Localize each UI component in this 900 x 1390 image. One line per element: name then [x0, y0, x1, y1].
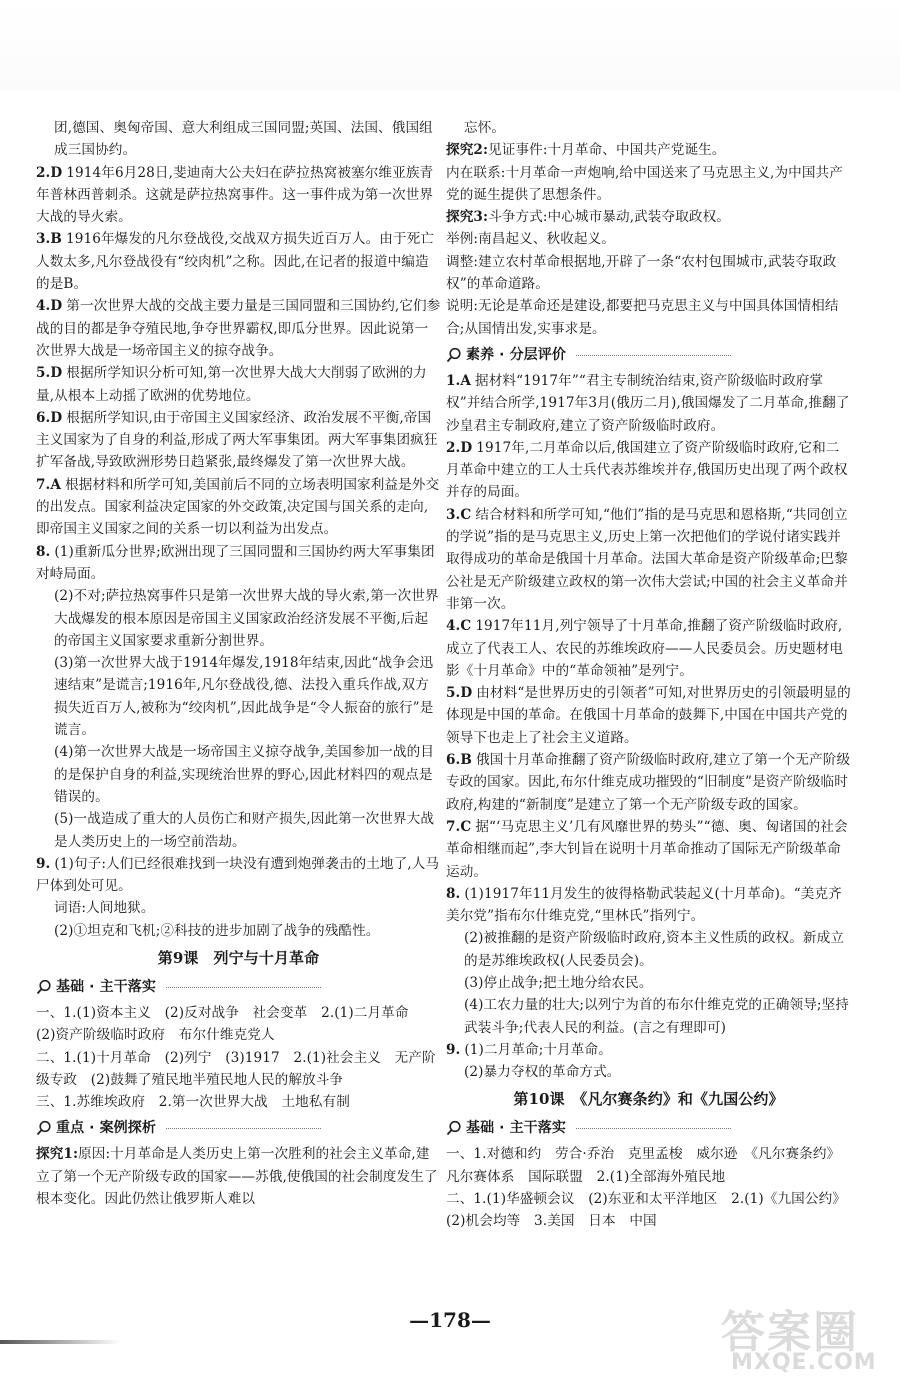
eval-item-7: 7.C 据“‘马克思主义’几有风靡世界的势头”“德、奥、匈诸国的社会革命相继而起”,李大钊旨在说明十月革命推动了国际无产阶级革命运动。 — [446, 818, 848, 880]
section-title: 基础 · 主干落实 — [56, 978, 156, 995]
section-header-key — [36, 1115, 441, 1141]
lesson-title-10: 第10课 《凡尔赛条约》和《九国公约》 — [513, 1090, 784, 1109]
page-top-margin — [0, 0, 900, 90]
eval-item-1: 1.A 据材料“1917年”“君主专制统治结束,资产阶级临时政府掌权”并结合所学,1917年3月(俄历二月),俄国爆发了二月革命,推翻了沙皇君主专制政府,建立了资产阶级临时政府。 — [446, 372, 850, 434]
section-header-basic — [446, 1115, 851, 1141]
answer-item-8: 8. (1)重新瓜分世界;欧洲出现了三国同盟和三国协约两大军事集团对峙局面。 — [36, 543, 435, 582]
eval-item-8-part-4: (4)工农力量的壮大;以列宁为首的布尔什维克党的正确领导;坚持武装斗争;代表人民的利益。(言之有理即可) — [464, 997, 849, 1036]
section-header-basic — [36, 974, 441, 1000]
answer-item-2: 2.D 1914年6月28日,斐迪南大公夫妇在萨拉热窝被塞尔维亚族青年普林西普刺杀。这就是萨拉热窝事件。这一事件成为第一次世界大战的导火索。 — [36, 164, 434, 226]
answer-item-5: 5.D 根据所学知识分析可知,第一次世界大战大大削弱了欧洲的力量,从根本上动摇了欧洲的优势地位。 — [36, 365, 427, 404]
right-column — [446, 117, 851, 1233]
explore-3: 探究3:斗争方式:中心城市暴动,武装夺取政权。 — [446, 209, 730, 226]
eval-item-8-part-3: (3)停止战争;把土地分给农民。 — [464, 974, 653, 991]
explore-2-link: 内在联系:十月革命一声炮响,给中国送来了马克思主义,为中国共产党的诞生提供了思想条件。 — [446, 164, 843, 203]
watermark-url: MXQE.COM — [731, 1350, 877, 1375]
page-number: —178— — [409, 1308, 491, 1332]
answer-item-8-part-3: (3)第一次世界大战于1914年爆发,1918年结束,因此“战争会迅速结束”是谎言;1916年,凡尔登战役,德、法投入重兵作战,双方损失近百万人,被称为“绞肉机”,因此战争是“令人振奋的旅行”是谎言。 — [54, 655, 434, 739]
answer-item-3: 3.B 1916年爆发的凡尔登战役,交战双方损失近百万人。由于死亡人数太多,凡尔登战役有“绞肉机”之称。因此,在记者的报道中编造的是B。 — [36, 231, 435, 293]
divider — [166, 986, 321, 988]
explore-3-adjust: 调整:建立农村革命根据地,开辟了一条“农村包围城市,武装夺取政权”的革命道路。 — [446, 253, 837, 293]
answer-item-7: 7.A 根据材料和所学可知,美国前后不同的立场表明国家利益是外交的出发点。国家利益决定国家的外交政策,决定国与国关系的走向,即帝国主义国家之间的关系一切以利益为出发点。 — [36, 476, 440, 538]
divider — [166, 1127, 321, 1129]
eval-item-8: 8. (1)1917年11月发生的彼得格勒武装起义(十月革命)。“美克齐美尔党”指布尔什维克党,“里林氏”指列宁。 — [446, 885, 842, 925]
magnifier-icon — [36, 979, 52, 995]
paragraph: 团,德国、奥匈帝国、意大利组成三国同盟;英国、法国、俄国组成三国协约。 — [54, 120, 433, 159]
magnifier-icon — [36, 1120, 52, 1136]
answer-item-8-part-5: (5)一战造成了重大的人员伤亡和财产损失,因此第一次世界大战是人类历史上的一场空前浩劫。 — [54, 811, 435, 850]
eval-item-6: 6.B 俄国十月革命推翻了资产阶级临时政府,建立了第一个无产阶级专政的国家。因此,布尔什维克成功摧毁的“旧制度”是资产阶级临时政府,构建的“新制度”是建立了第一个无产阶级专政的国家。 — [446, 752, 851, 813]
explore-2: 探究2:见证事件:十月革命、中国共产党诞生。 — [446, 142, 726, 159]
eval-item-9: 9. (1)二月革命;十月革命。 — [446, 1041, 612, 1058]
eval-item-2: 2.D 1917年,二月革命以后,俄国建立了资产阶级临时政府,它和二月革命中建立的工人士兵代表苏维埃并存,俄国历史出现了两个政权并存的局面。 — [446, 439, 848, 501]
eval-item-5: 5.D 由材料“是世界历史的引领者”可知,对世界历史的引领最明显的体现是中国的革命。在俄国十月革命的鼓舞下,中国在中国共产党的领导下也走上了社会主义道路。 — [446, 685, 851, 746]
basic-answer-2: 二、1.(1)十月革命 (2)列宁 (3)1917 2.(1)社会主义 无产阶级专政 (2)鼓舞了殖民地半殖民地人民的解放斗争 — [36, 1049, 436, 1088]
watermark-logo — [713, 1296, 888, 1384]
magnifier-icon — [446, 1120, 462, 1136]
section-title: 重点 · 案例探析 — [56, 1120, 156, 1137]
basic-answer-2: 二、1.(1)华盛顿会议 (2)东亚和太平洋地区 2.(1)《九国公约》 (2)机会均等 3.美国 日本 中国 — [446, 1191, 853, 1230]
magnifier-icon — [446, 347, 462, 363]
answer-item-6: 6.D 根据所学知识,由于帝国主义国家经济、政治发展不平衡,帝国主义国家为了自身的利益,形成了两大军事集团。两大军事集团疯狂扩军备战,导致欧洲形势日趋紧张,最终爆发了第一次世界大战。 — [36, 409, 438, 471]
explore-1: 探究1:原因:十月革命是人类历史上第一次胜利的社会主义革命,建立了第一个无产阶级专政的国家——苏俄,使俄国的社会制度发生了根本变化。因此仍然让俄罗斯人难以 — [36, 1146, 438, 1208]
answer-item-9: 9. (1)句子:人们已经很难找到一块没有遭到炮弹袭击的土地了,人马尸体到处可见。 — [36, 855, 440, 895]
watermark-text: 答案圈 — [721, 1307, 859, 1358]
eval-item-8-part-2: (2)被推翻的是资产阶级临时政府,资本主义性质的政权。新成立的是苏维埃政权(人民委员会)。 — [464, 930, 845, 969]
left-column — [36, 117, 441, 1210]
explore-3-note: 说明:无论是革命还是建设,都要把马克思主义与中国具体国情相结合;从国情出发,实事求是。 — [446, 298, 839, 337]
explore-3-example: 举例:南昌起义、秋收起义。 — [446, 231, 616, 248]
section-header-eval — [446, 342, 851, 368]
paragraph: 忘怀。 — [464, 120, 506, 136]
basic-answer-1: 一、1.对德和约 劳合·乔治 克里孟梭 威尔逊 《凡尔赛条约》 凡尔赛体系 国际联盟 2.(1)全部海外殖民地 — [446, 1146, 848, 1185]
section-title: 素养 · 分层评价 — [466, 346, 566, 363]
divider — [576, 1127, 731, 1129]
answer-item-4: 4.D 第一次世界大战的交战主要力量是三国同盟和三国协约,它们参战的目的都是争夺殖民地,争夺世界霸权,即瓜分世界。因此说第一次世界大战是一场帝国主义的掠夺战争。 — [36, 298, 441, 359]
eval-item-4: 4.C 1917年11月,列宁领导了十月革命,推翻了资产阶级临时政府,成立了代表工人、农民的苏维埃政府——人民委员会。历史题材电影《十月革命》中的“革命领袖”是列宁。 — [446, 618, 844, 679]
basic-answer-1: 一、1.(1)资本主义 (2)反对战争 社会变革 2.(1)二月革命 (2)资产阶级临时政府 布尔什维克党人 — [36, 1004, 423, 1044]
answer-item-9-words: 词语:人间地狱。 — [54, 900, 155, 917]
section-title: 基础 · 主干落实 — [466, 1120, 566, 1137]
answer-item-8-part-4: (4)第一次世界大战是一场帝国主义掠夺战争,美国参加一战的目的是保护自身的利益,实现统治世界的野心,因此材料四的观点是错误的。 — [54, 744, 435, 805]
lesson-title-9: 第9课 列宁与十月革命 — [157, 948, 320, 967]
answer-item-9-part-2: (2)①坦克和飞机;②科技的进步加剧了战争的残酷性。 — [54, 922, 380, 939]
eval-item-9-part-2: (2)暴力夺权的革命方式。 — [464, 1064, 621, 1081]
answer-item-8-part-2: (2)不对;萨拉热窝事件只是第一次世界大战的导火索,第一次世界大战爆发的根本原因是帝国主义国家政治经济发展不平衡,后起的帝国主义国家要求重新分割世界。 — [54, 588, 439, 649]
page-corner-shadow — [0, 1340, 120, 1344]
eval-item-3: 3.C 结合材料和所学可知,“他们”指的是马克思和恩格斯,“共同创立的学说”指的是马克思主义,历史上第一次把他们的学说付诸实践并取得成功的革命是俄国十月革命。法国大革命是资产阶级革命;巴黎公社是无产阶级建立政权的第一次伟大尝试;中国的社会主义革命并非第一次。 — [446, 506, 848, 612]
divider — [576, 354, 731, 356]
basic-answer-3: 三、1.苏维埃政府 2.第一次世界大战 土地私有制 — [36, 1094, 350, 1111]
